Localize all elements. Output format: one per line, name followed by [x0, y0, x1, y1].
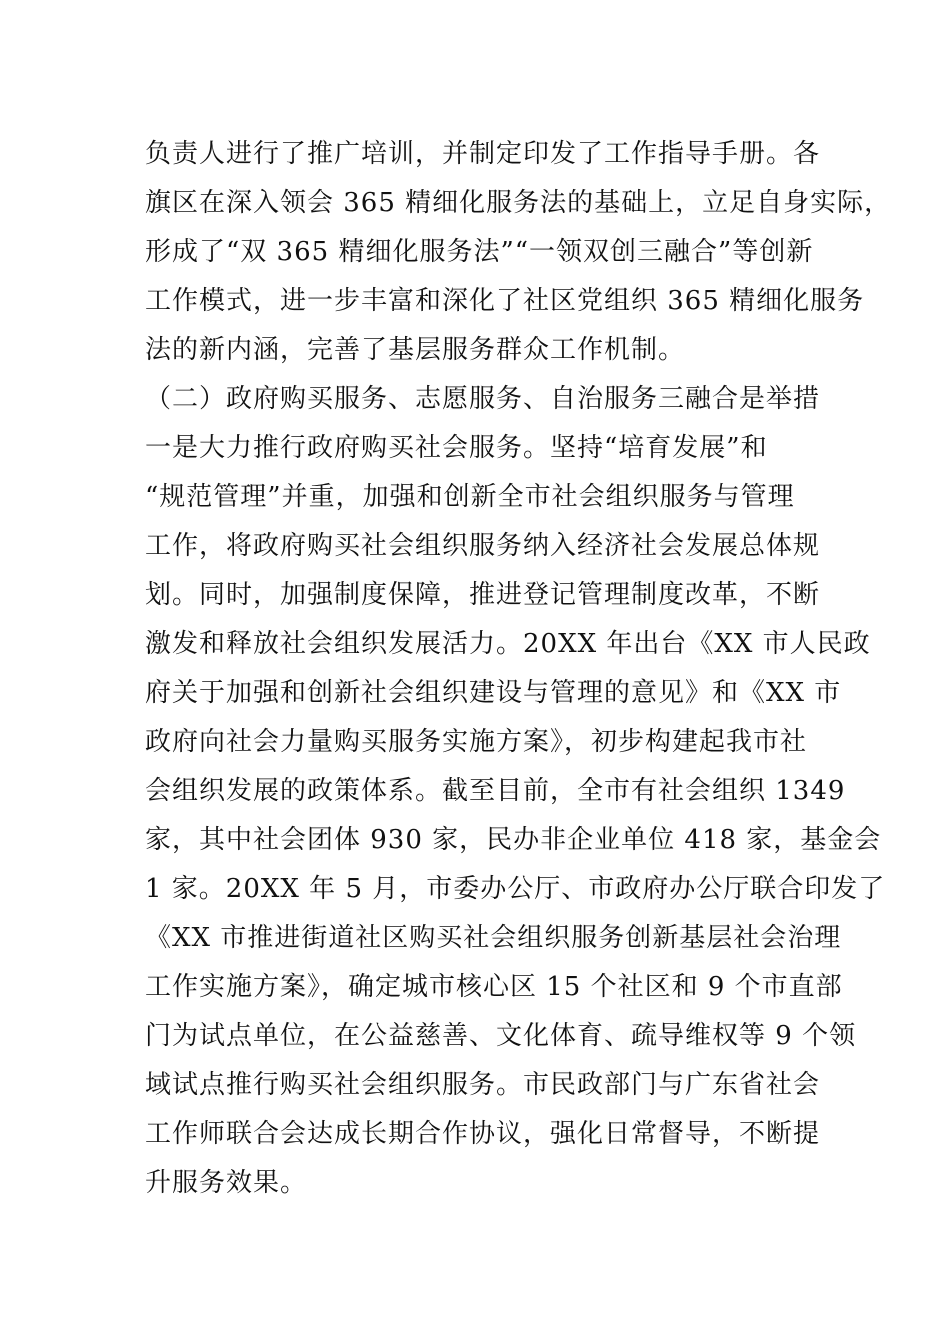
text-line: 法的新内涵，完善了基层服务群众工作机制。	[145, 335, 686, 365]
text-line: 域试点推行购买社会组织服务。市民政部门与广东省社会	[145, 1070, 821, 1100]
text-line: 家，其中社会团体 930 家，民办非企业单位 418 家，基金会	[145, 825, 882, 855]
text-line: 一是大力推行政府购买社会服务。坚持“培育发展”和	[145, 433, 768, 463]
section-heading: （二）政府购买服务、志愿服务、自治服务三融合是举措	[145, 384, 821, 414]
text-line: 1 家。20XX 年 5 月，市委办公厅、市政府办公厅联合印发了	[145, 874, 886, 904]
text-line: 门为试点单位，在公益慈善、文化体育、疏导维权等 9 个领	[145, 1021, 857, 1051]
text-line: 负责人进行了推广培训，并制定印发了工作指导手册。各	[145, 139, 821, 169]
text-line: 划。同时，加强制度保障，推进登记管理制度改革，不断	[145, 580, 821, 610]
text-line: 工作师联合会达成长期合作协议，强化日常督导，不断提	[145, 1119, 821, 1149]
text-line: 旗区在深入领会 365 精细化服务法的基础上，立足自身实际，	[145, 188, 892, 218]
text-line: 府关于加强和创新社会组织建设与管理的意见》和《XX 市	[145, 678, 842, 708]
text-line: 工作，将政府购买社会组织服务纳入经济社会发展总体规	[145, 531, 821, 561]
text-line: 会组织发展的政策体系。截至目前，全市有社会组织 1349	[145, 776, 846, 806]
text-line: “规范管理”并重，加强和创新全市社会组织服务与管理	[145, 482, 795, 512]
text-line: 政府向社会力量购买服务实施方案》，初步构建起我市社	[145, 727, 808, 757]
text-line: 形成了“双 365 精细化服务法”“一领双创三融合”等创新	[145, 237, 814, 267]
text-line: 升服务效果。	[145, 1168, 308, 1198]
text-line: 《XX 市推进街道社区购买社会组织服务创新基层社会治理	[145, 923, 842, 953]
text-line: 工作模式，进一步丰富和深化了社区党组织 365 精细化服务	[145, 286, 865, 316]
text-line: 工作实施方案》，确定城市核心区 15 个社区和 9 个市直部	[145, 972, 843, 1002]
text-line: 激发和释放社会组织发展活力。20XX 年出台《XX 市人民政	[145, 629, 871, 659]
